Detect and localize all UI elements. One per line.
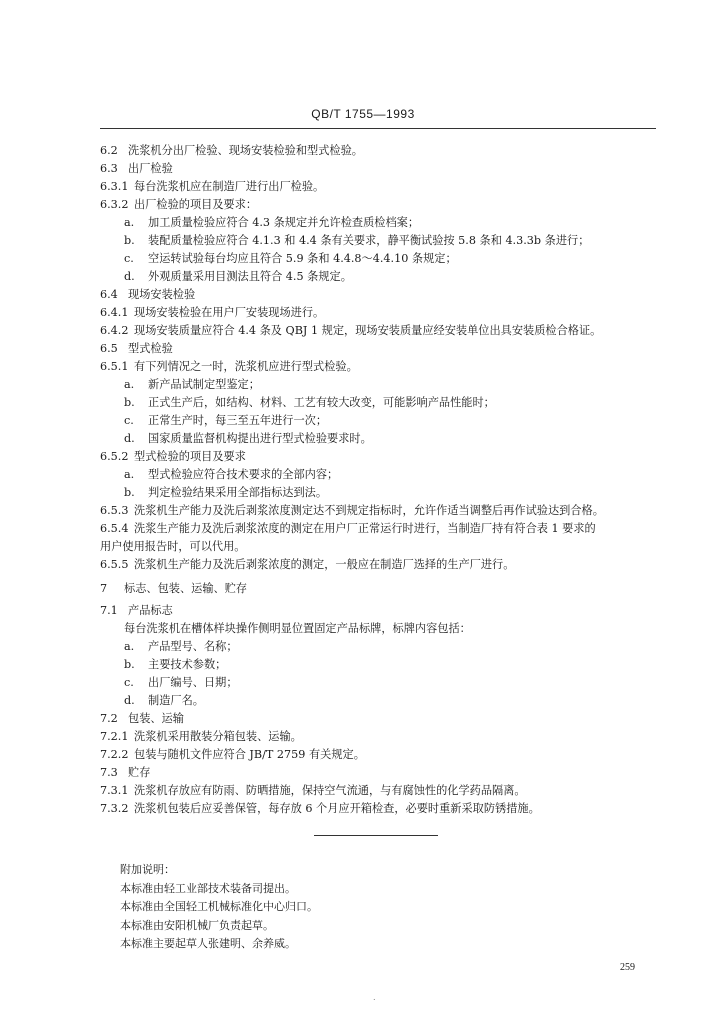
clause-7-1: 7.1 产品标志 [100, 604, 173, 617]
additional-notes [120, 861, 318, 954]
list-item: a. 新产品试制定型鉴定； [124, 378, 260, 391]
page-number: 259 [620, 962, 635, 973]
clause-6-4: 6.4 现场安装检验 [100, 288, 196, 301]
list-item: d. 制造厂名。 [124, 694, 204, 707]
list-item: d. 外观质量采用目测法且符合 4.5 条规定。 [124, 270, 352, 283]
clause-6-3-1: 6.3.1 每台洗浆机应在制造厂进行出厂检验。 [100, 180, 325, 193]
footer-mark: . [373, 993, 376, 1002]
clause-6-3-2: 6.3.2 出厂检验的项目及要求： [100, 198, 258, 211]
clause-6-5-5: 6.5.5 洗浆机生产能力及洗后剥浆浓度的测定，一般应在制造厂选择的生产厂进行。 [100, 558, 515, 571]
list-item: a. 型式检验应符合技术要求的全部内容； [124, 468, 339, 481]
section-7-heading: 7 标志、包装、运输、贮存 [100, 582, 248, 595]
note-item: 本标准由轻工业部技术装备司提出。 [120, 881, 296, 895]
list-item: c. 出厂编号、日期； [124, 676, 238, 689]
note-item: 本标准由全国轻工机械标准化中心归口。 [120, 900, 318, 913]
note-item: 本标准主要起草人张建明、余养威。 [120, 937, 296, 950]
clause-7-1-text: 每台洗浆机在槽体样块操作侧明显位置固定产品标牌，标牌内容包括： [124, 622, 471, 635]
clause-6-2: 6.2 洗浆机分出厂检验、现场安装检验和型式检验。 [100, 144, 363, 157]
list-item: b. 主要技术参数； [124, 658, 227, 671]
clause-6-3: 6.3 出厂检验 [100, 162, 173, 175]
clause-7-2-2: 7.2.2 包装与随机文件应符合 JB/T 2759 有关规定。 [100, 748, 365, 761]
clause-6-5-1: 6.5.1 有下列情况之一时，洗浆机应进行型式检验。 [100, 360, 358, 373]
clause-7-3: 7.3 贮存 [100, 766, 151, 779]
clause-7-2: 7.2 包装、运输 [100, 712, 184, 725]
clause-6-5-4: 6.5.4 洗浆生产能力及洗后剥浆浓度的测定在用户厂正常运行时进行，当制造厂持有符合表 1 要求的 [100, 522, 596, 535]
clause-6-4-1: 6.4.1 现场安装检验在用户厂安装现场进行。 [100, 306, 325, 319]
clause-6-5-3: 6.5.3 洗浆机生产能力及洗后剥浆浓度测定达不到规定指标时，允许作适当调整后再作试验达到合格。 [100, 504, 604, 517]
document-header [0, 107, 726, 121]
notes-title: 附加说明： [120, 863, 175, 876]
note-item: 本标准由安阳机械厂负责起草。 [120, 918, 274, 932]
clause-7-3-2: 7.3.2 洗浆机包装后应妥善保管，每存放 6 个月应开箱检查，必要时重新采取防锈措施。 [100, 802, 540, 815]
clause-6-5-4-cont: 用户使用报告时，可以代用。 [100, 540, 246, 553]
list-item: b. 装配质量检验应符合 4.1.3 和 4.4 条有关要求，静平衡试验按 5.8 条和 4.3.3b 条进行； [124, 234, 590, 247]
clause-6-5-2: 6.5.2 型式检验的项目及要求 [100, 450, 246, 463]
list-item: b. 判定检验结果采用全部指标达到法。 [124, 486, 328, 499]
list-item: c. 正常生产时，每三至五年进行一次； [124, 414, 328, 427]
list-item: a. 产品型号、名称； [124, 640, 238, 653]
header-rule [100, 128, 656, 129]
clause-7-2-1: 7.2.1 洗浆机采用散装分箱包装、运输。 [100, 730, 302, 743]
end-divider [314, 835, 438, 836]
clause-6-5: 6.5 型式检验 [100, 342, 173, 355]
list-item: d. 国家质量监督机构提出进行型式检验要求时。 [124, 432, 372, 445]
list-item: c. 空运转试验每台均应且符合 5.9 条和 4.4.8～4.4.10 条规定； [124, 252, 457, 265]
list-item: a. 加工质量检验应符合 4.3 条规定并允许检查质检档案； [124, 216, 420, 229]
clause-6-4-2: 6.4.2 现场安装质量应符合 4.4 条及 QBJ 1 规定，现场安装质量应经安装单位出具安装质检合格证。 [100, 324, 602, 337]
doc-code: QB/T 1755—1993 [311, 107, 415, 121]
list-item: b. 正式生产后，如结构、材料、工艺有较大改变，可能影响产品性能时； [124, 396, 495, 409]
clause-7-3-1: 7.3.1 洗浆机存放应有防雨、防晒措施，保持空气流通，与有腐蚀性的化学药品隔离。 [100, 784, 526, 797]
